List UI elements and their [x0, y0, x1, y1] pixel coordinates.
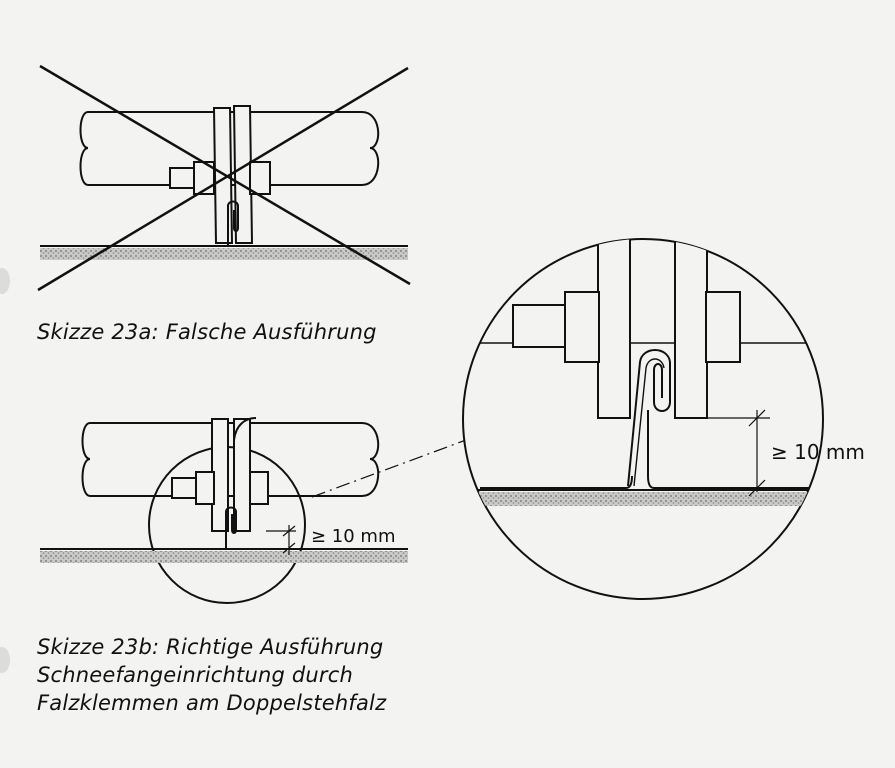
caption-sketch-23b: [37, 633, 386, 717]
roof-hatch-23b: [40, 551, 408, 563]
nut-right-large: [706, 292, 740, 362]
enlarged-detail: [460, 230, 830, 599]
caption-sketch-23b-line-2: Schneefangeinrichtung durch: [37, 663, 354, 687]
bolt-23b: [172, 478, 198, 498]
pipe-23b: [83, 423, 379, 496]
dimension-label-large: ≥ 10 mm: [771, 440, 865, 464]
clamp-plate-left-large: [598, 230, 630, 418]
caption-sketch-23a: Skizze 23a: Falsche Ausführung: [37, 320, 377, 344]
caption-sketch-23b-line-1: Skizze 23b: Richtige Ausführung: [37, 635, 384, 659]
nut-right-23a: [250, 162, 270, 194]
clamp-plate-right-large: [675, 230, 707, 418]
sketch-23a: [38, 66, 410, 290]
sketch-23b: [40, 418, 466, 603]
bolt-large: [513, 305, 567, 347]
nut-right-23b: [250, 472, 268, 504]
nut-left-large: [565, 292, 599, 362]
caption-sketch-23b-line-3: Falzklemmen am Doppelstehfalz: [37, 691, 387, 715]
detail-circle-large: [463, 239, 823, 599]
dimension-label-small: ≥ 10 mm: [311, 526, 396, 547]
bolt-23a: [170, 168, 196, 188]
nut-left-23b: [196, 472, 214, 504]
roof-hatch-large: [470, 492, 820, 506]
